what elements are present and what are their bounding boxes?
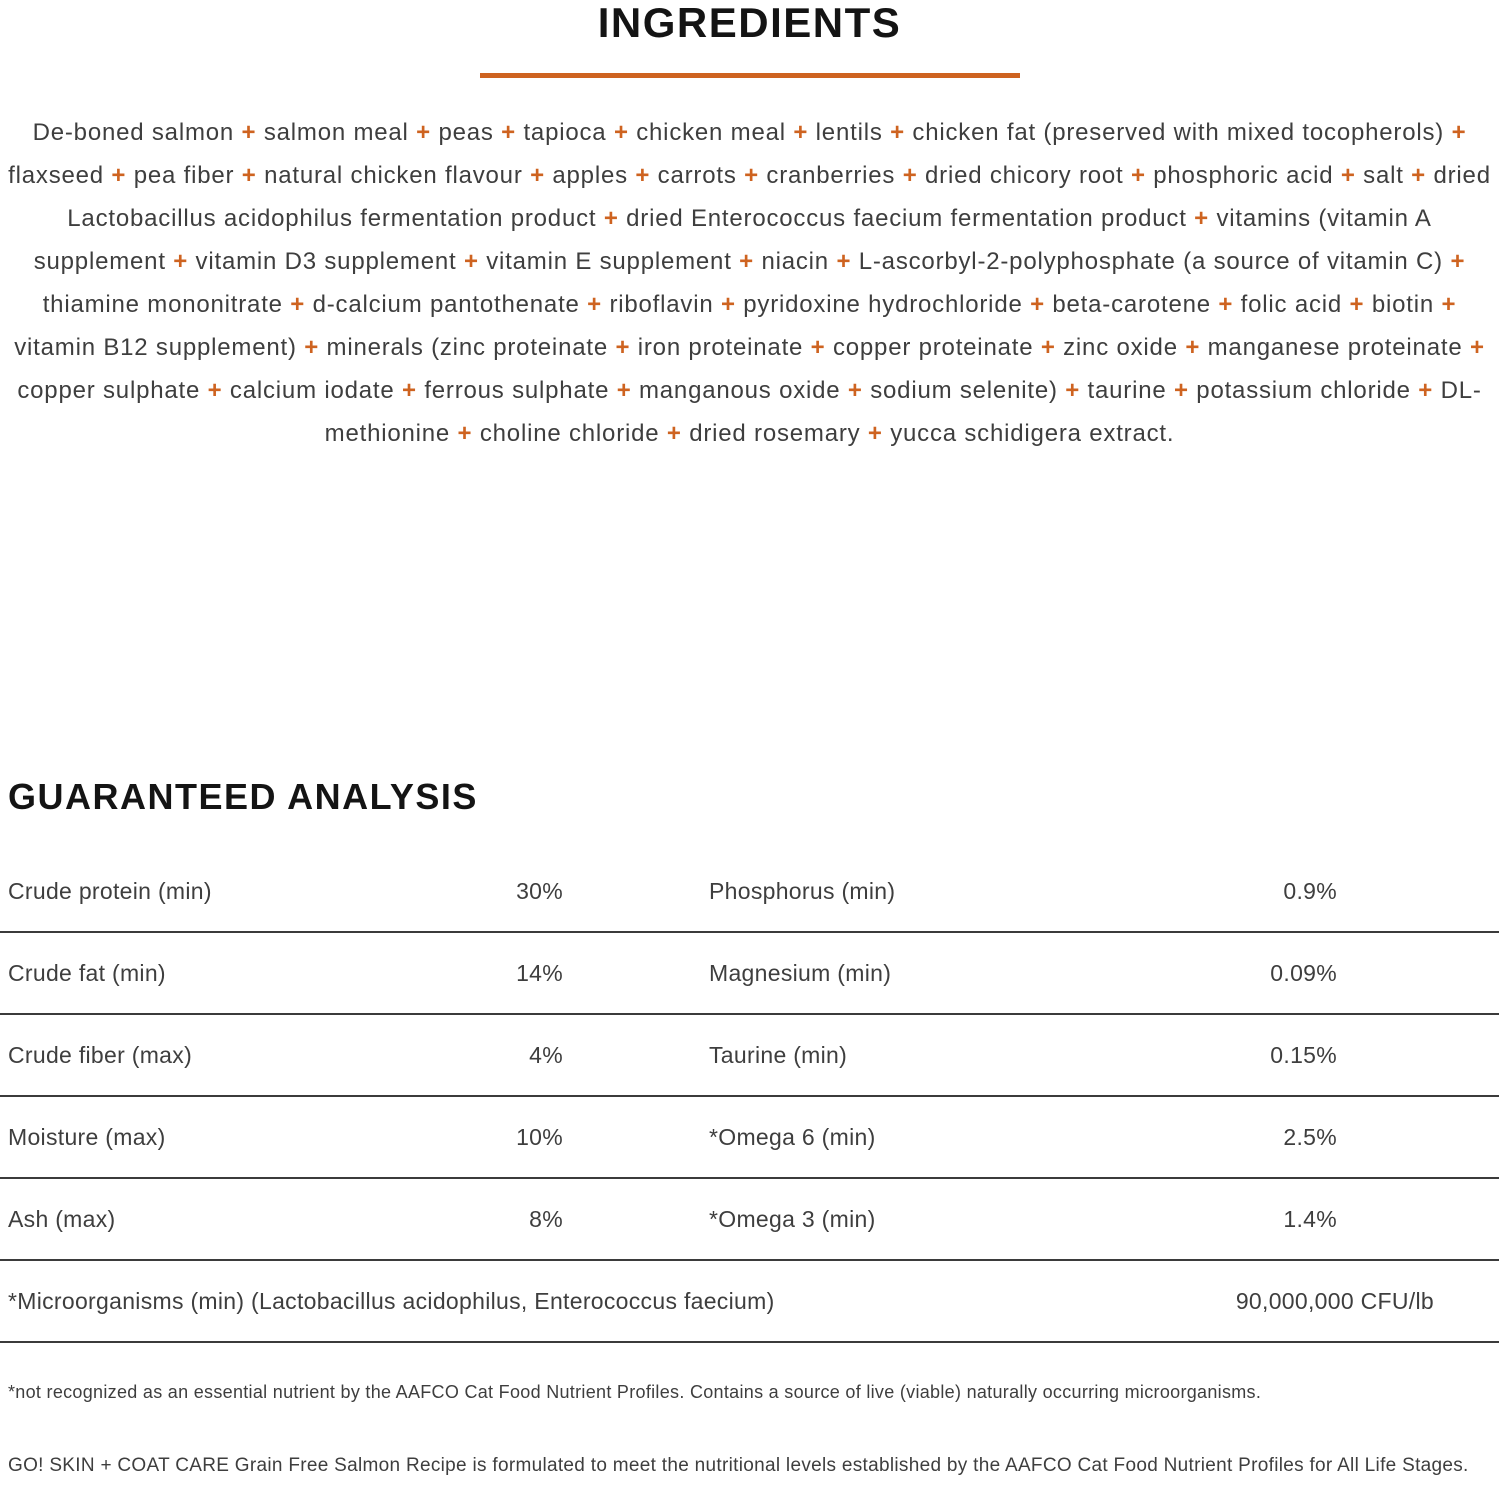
analysis-label: Magnesium (min) bbox=[709, 959, 892, 986]
plus-separator: + bbox=[867, 420, 883, 447]
analysis-value: 2.5% bbox=[1283, 1123, 1337, 1150]
plus-separator: + bbox=[1450, 248, 1466, 275]
plus-separator: + bbox=[402, 377, 417, 404]
plus-separator: + bbox=[1340, 162, 1356, 189]
analysis-value: 30% bbox=[516, 877, 563, 904]
plus-separator: + bbox=[111, 162, 127, 189]
plus-separator: + bbox=[1411, 162, 1426, 189]
plus-separator: + bbox=[603, 205, 619, 232]
analysis-value: 14% bbox=[516, 959, 563, 986]
plus-separator: + bbox=[847, 377, 863, 404]
analysis-value: 8% bbox=[529, 1205, 563, 1232]
footnote-formulation-statement: GO! SKIN + COAT CARE Grain Free Salmon Recipe is formulated to meet the nutritional levels established by the AAFCO Cat Food Nutrient Profiles for All Life Stages. bbox=[8, 1455, 1469, 1476]
plus-separator: + bbox=[890, 119, 905, 146]
analysis-value: 4% bbox=[529, 1041, 563, 1068]
plus-separator: + bbox=[1030, 291, 1045, 318]
plus-separator: + bbox=[207, 377, 223, 404]
plus-separator: + bbox=[241, 119, 257, 146]
plus-separator: + bbox=[1349, 291, 1365, 318]
plus-separator: + bbox=[241, 162, 257, 189]
accent-rule bbox=[480, 73, 1020, 78]
analysis-value: 90,000,000 CFU/lb bbox=[1235, 1287, 1434, 1314]
analysis-row bbox=[0, 933, 1499, 1015]
plus-separator: + bbox=[1451, 119, 1467, 146]
analysis-label: Ash (max) bbox=[8, 1205, 116, 1232]
analysis-label: Crude fiber (max) bbox=[8, 1041, 193, 1068]
plus-separator: + bbox=[530, 162, 545, 189]
plus-separator: + bbox=[720, 291, 736, 318]
analysis-label: *Microorganisms (min) (Lactobacillus acidophilus, Enterococcus faecium) bbox=[8, 1287, 775, 1314]
plus-separator: + bbox=[615, 334, 631, 361]
analysis-row bbox=[0, 1179, 1499, 1261]
plus-separator: + bbox=[613, 119, 629, 146]
analysis-value: 0.09% bbox=[1270, 959, 1337, 986]
analysis-label: *Omega 6 (min) bbox=[709, 1123, 876, 1150]
plus-separator: + bbox=[463, 248, 479, 275]
plus-separator: + bbox=[1065, 377, 1081, 404]
plus-separator: + bbox=[635, 162, 651, 189]
plus-separator: + bbox=[739, 248, 754, 275]
plus-separator: + bbox=[1469, 334, 1485, 361]
plus-separator: + bbox=[1040, 334, 1056, 361]
plus-separator: + bbox=[1418, 377, 1434, 404]
analysis-label: Crude fat (min) bbox=[8, 959, 166, 986]
ingredients-title: INGREDIENTS bbox=[597, 0, 902, 46]
plus-separator: + bbox=[666, 420, 682, 447]
plus-separator: + bbox=[836, 248, 852, 275]
analysis-row-microorganisms bbox=[0, 1261, 1499, 1343]
plus-separator: + bbox=[1441, 291, 1457, 318]
plus-separator: + bbox=[1185, 334, 1201, 361]
plus-separator: + bbox=[1130, 162, 1146, 189]
plus-separator: + bbox=[501, 119, 516, 146]
plus-separator: + bbox=[290, 291, 306, 318]
analysis-label: Moisture (max) bbox=[8, 1123, 166, 1150]
analysis-label: Crude protein (min) bbox=[8, 877, 212, 904]
plus-separator: + bbox=[810, 334, 826, 361]
analysis-table bbox=[0, 851, 1499, 1261]
analysis-value: 0.15% bbox=[1270, 1041, 1337, 1068]
analysis-row bbox=[0, 851, 1499, 933]
plus-separator: + bbox=[616, 377, 632, 404]
analysis-row bbox=[0, 1015, 1499, 1097]
analysis-label: Phosphorus (min) bbox=[709, 877, 896, 904]
analysis-label: Taurine (min) bbox=[709, 1041, 848, 1068]
guaranteed-analysis-title: GUARANTEED ANALYSIS bbox=[8, 776, 478, 817]
analysis-label: *Omega 3 (min) bbox=[709, 1205, 876, 1232]
guaranteed-analysis-section bbox=[0, 778, 1499, 1480]
plus-separator: + bbox=[793, 119, 809, 146]
plus-separator: + bbox=[457, 420, 473, 447]
plus-separator: + bbox=[902, 162, 918, 189]
analysis-value: 0.9% bbox=[1283, 877, 1337, 904]
plus-separator: + bbox=[304, 334, 320, 361]
plus-separator: + bbox=[1174, 377, 1189, 404]
ingredients-text: De-boned salmon + salmon meal + peas + tapioca + chicken meal + lentils + chicken fat (preserved with mixed tocopherols) + flaxseed + pea fiber + natural chicken flavour + apples + carrots + cranberries + dried chicory root + phosphoric acid + salt + dried Lactobacillus acidophilus fermentation product + dried Enterococcus faecium fermentation product + vitamins (vitamin A supplement + vitamin D3 supplement + vitamin E supplement + niacin + L-ascorbyl-2-polyphosphate (a source of vitamin C) + thiamine mononitrate + d-calcium pantothenate + riboflavin + pyridoxine hydrochloride + beta-carotene + folic acid + biotin + vitamin B12 supplement) + minerals (zinc proteinate + iron proteinate + copper proteinate + zinc oxide + manganese proteinate + copper sulphate + calcium iodate + ferrous sulphate + manganous oxide + sodium selenite) + taurine + potassium chloride + DL-methionine + choline chloride + dried rosemary + yucca schidigera extract. bbox=[8, 119, 1491, 447]
plus-separator: + bbox=[416, 119, 431, 146]
analysis-value: 10% bbox=[516, 1123, 563, 1150]
plus-separator: + bbox=[173, 248, 189, 275]
analysis-row bbox=[0, 1097, 1499, 1179]
analysis-value: 1.4% bbox=[1283, 1205, 1337, 1232]
plus-separator: + bbox=[744, 162, 759, 189]
plus-separator: + bbox=[1194, 205, 1209, 232]
plus-separator: + bbox=[1218, 291, 1234, 318]
plus-separator: + bbox=[587, 291, 602, 318]
footnote-aafco-nutrient: *not recognized as an essential nutrient by the AAFCO Cat Food Nutrient Profiles. Contains a source of live (viable) naturally occurring microorganisms. bbox=[8, 1382, 1262, 1402]
